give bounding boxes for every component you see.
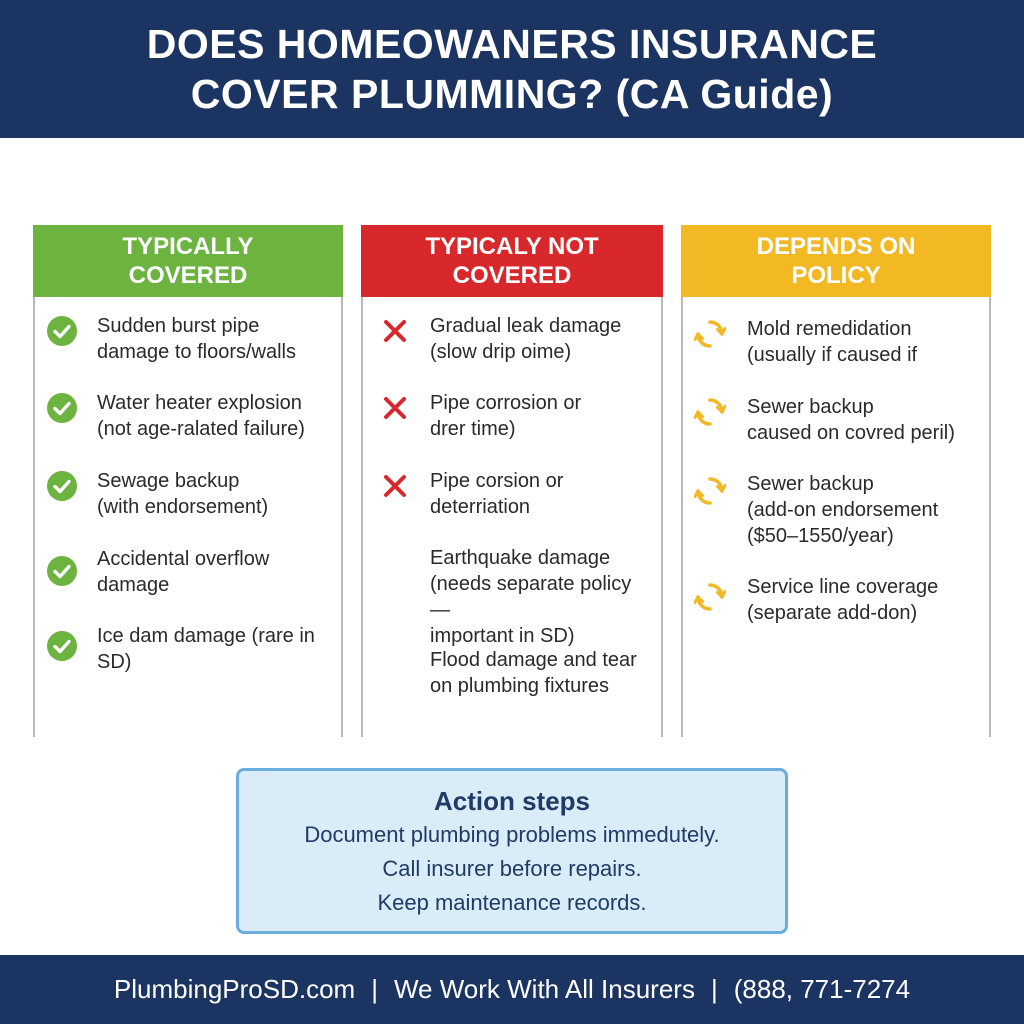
list-item-text: Water heater explosion (not age-ralated failure) (97, 392, 305, 440)
refresh-circle-icon (694, 318, 726, 350)
action-step: Keep maintenance records. (377, 890, 647, 915)
list-item-text: Ice dam damage (rare in SD) (97, 625, 315, 673)
list-item-text: Flood damage and tear on plumbing fixtures (430, 649, 637, 697)
check-circle-icon (46, 555, 78, 587)
typically-not-covered-column (361, 225, 663, 737)
column-header-not-covered (361, 225, 663, 297)
check-circle-icon (46, 470, 78, 502)
footer-phone[interactable]: (888, 771-7274 (733, 974, 911, 1004)
column-header-depends (681, 225, 991, 297)
action-steps-title: Action steps (433, 786, 591, 816)
list-item-text: Mold remedidation (usually if caused if (747, 318, 918, 366)
x-mark-icon (379, 470, 411, 502)
column-header-line-1: TYPICALY NOT (425, 233, 599, 260)
page-title-line-2: COVER PLUMMING? (CA Guide) (190, 71, 834, 117)
list-item-text: Pipe corsion or deterriation (430, 470, 564, 518)
action-steps-box (236, 768, 788, 934)
depends-on-policy-column (681, 225, 991, 737)
x-mark-icon (379, 392, 411, 424)
list-item-text: Sewer backup (add-on endorsement ($50–1550/year) (747, 473, 939, 547)
column-header-covered (33, 225, 343, 297)
list-item-text: Pipe corrosion or drer time) (430, 392, 582, 440)
list-item-text: Sudden burst pipe damage to floors/walls (97, 315, 296, 363)
list-item-text: Gradual leak damage (slow drip oime) (430, 315, 622, 363)
refresh-circle-icon (694, 475, 726, 507)
x-mark-icon (379, 315, 411, 347)
list-item-text: Earthquake damage (needs separate policy — important in SD) (430, 547, 632, 647)
action-step: Call insurer before repairs. (382, 856, 642, 881)
list-item-text: Sewer backup caused on covred peril) (747, 396, 955, 444)
page-footer (0, 955, 1024, 1024)
page-title-line-1: DOES HOMEOWANERS INSURANCE (146, 21, 878, 67)
check-circle-icon (46, 392, 78, 424)
check-circle-icon (46, 315, 78, 347)
check-circle-icon (46, 630, 78, 662)
refresh-circle-icon (694, 581, 726, 613)
footer-separator: | (371, 974, 378, 1004)
list-item-text: Sewage backup (with endorsement) (97, 470, 269, 518)
footer-website-link[interactable]: PlumbingProSD.com (113, 974, 356, 1004)
column-header-line-1: TYPICALLY (122, 233, 254, 260)
page-header (0, 0, 1024, 138)
list-item-text: Service line coverage (separate add-don) (747, 576, 939, 624)
action-step: Document plumbing problems immedutely. (304, 822, 720, 847)
footer-tagline: We Work With All Insurers (393, 974, 695, 1004)
column-header-line-2: POLICY (791, 262, 881, 289)
typically-covered-column (33, 225, 343, 737)
column-header-line-1: DEPENDS ON (756, 233, 916, 260)
footer-separator: | (710, 974, 718, 1004)
refresh-circle-icon (694, 396, 726, 428)
list-item-text: Accidental overflow damage (97, 548, 270, 596)
column-header-line-2: COVERED (128, 262, 248, 289)
column-header-line-2: COVERED (452, 262, 572, 289)
